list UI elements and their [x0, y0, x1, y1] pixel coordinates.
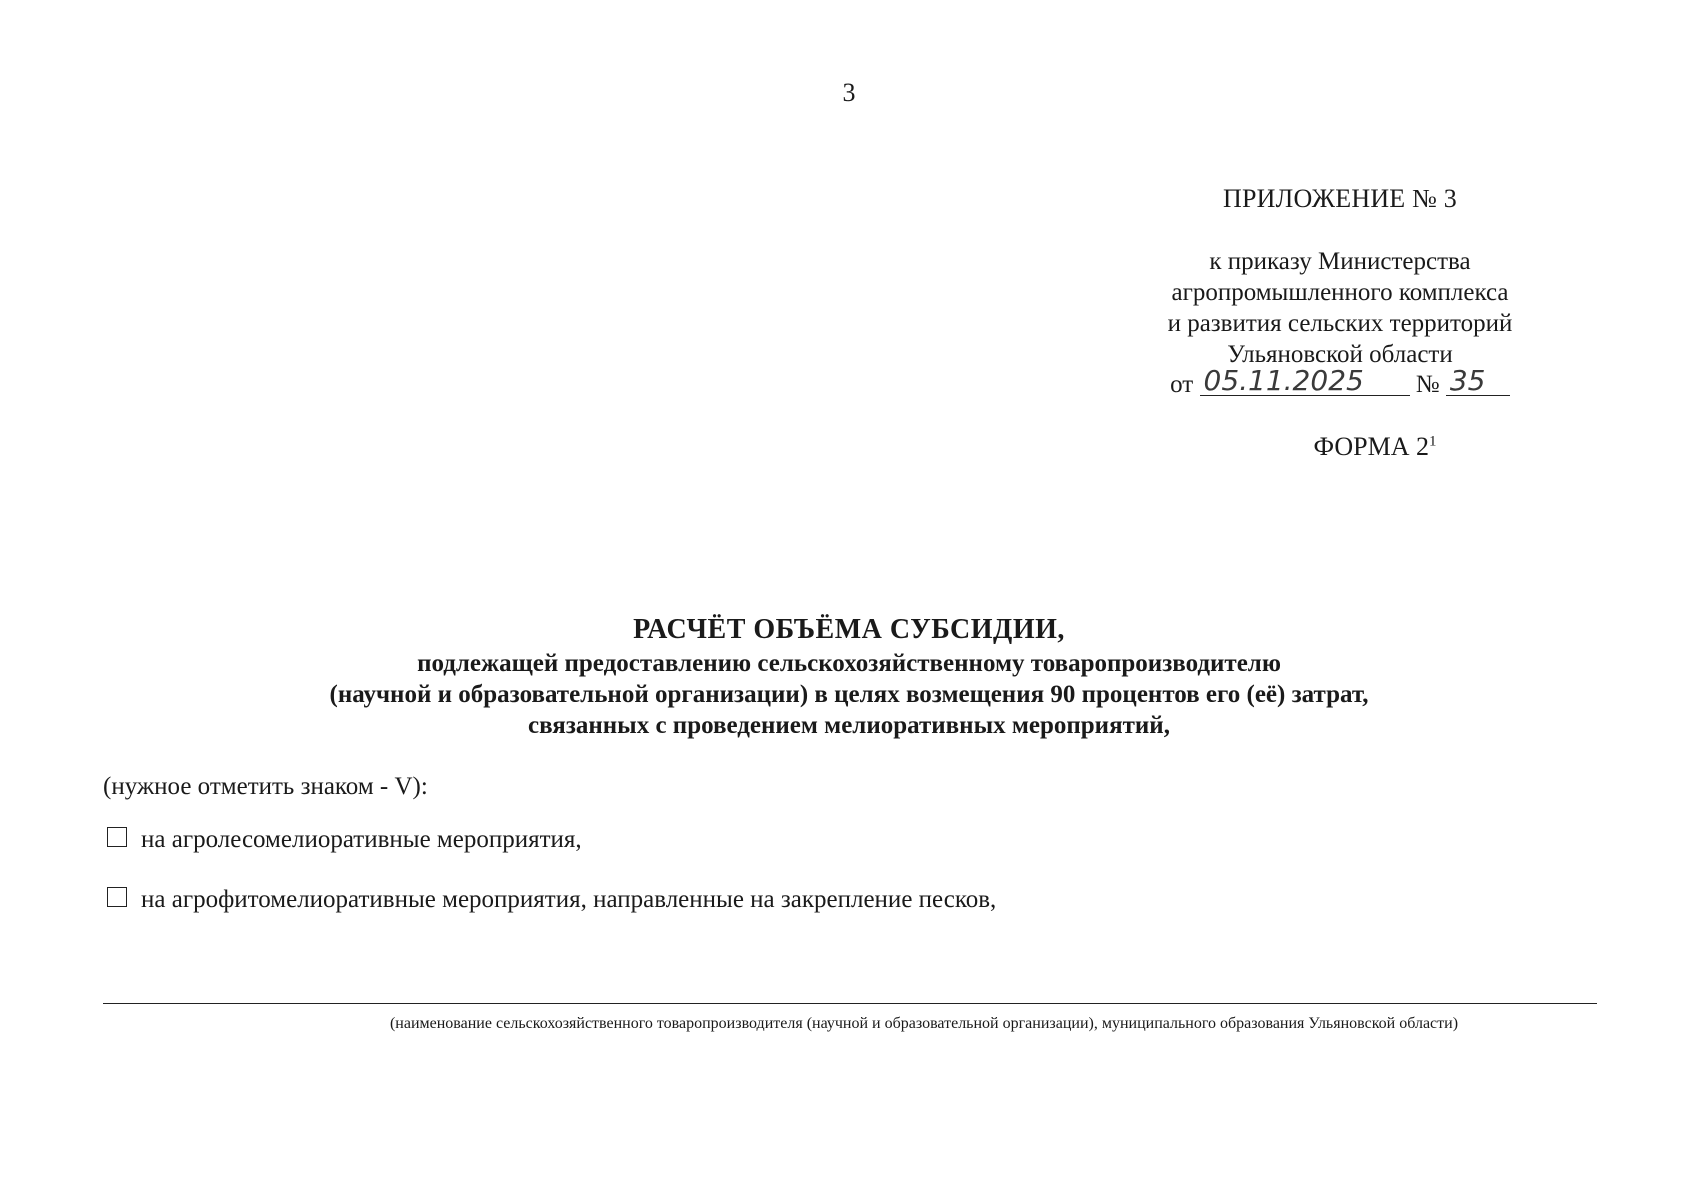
handwritten-number: 35 [1446, 367, 1510, 396]
title-main: РАСЧЁТ ОБЪЁМА СУБСИДИИ, [633, 614, 1065, 645]
order-date-line [1140, 364, 1540, 399]
option-label: на агрофитомелиоративные мероприятия, направленные на закрепление песков, [141, 886, 997, 913]
title-line: связанных с проведением мелиоративных мероприятий, [528, 712, 1170, 739]
selection-hint: (нужное отметить знаком - V): [103, 773, 428, 800]
producer-name-caption: (наименование сельскохозяйственного товаропроизводителя (научной и образовательной организации), муниципального образования Ульяновской области) [389, 1015, 1459, 1032]
option-label: на агролесомелиоративные мероприятия, [141, 826, 582, 853]
appendix-reference [1140, 246, 1540, 370]
option-agrophyto[interactable] [107, 886, 996, 914]
date-prefix: от [1170, 371, 1194, 398]
option-agroforest[interactable] [107, 826, 582, 854]
appendix-line: к приказу Министерства [1209, 248, 1471, 275]
appendix-line: Ульяновской области [1227, 341, 1453, 368]
appendix-line: агропромышленного комплекса [1171, 279, 1509, 306]
page-number: 3 [842, 78, 856, 107]
title-line: подлежащей предоставлению сельскохозяйственному товаропроизводителю [417, 650, 1281, 677]
title-line: (научной и образовательной организации) в целях возмещения 90 процентов его (её) затрат, [329, 681, 1369, 708]
checkbox-agrophyto[interactable] [107, 887, 127, 907]
handwritten-date: 05.11.2025 [1200, 367, 1410, 396]
form-label [1250, 432, 1500, 462]
form-label-text: ФОРМА 2 [1313, 432, 1429, 461]
checkbox-agroforest[interactable] [107, 827, 127, 847]
number-prefix: № [1415, 371, 1440, 398]
form-footnote-mark: 1 [1429, 433, 1437, 450]
producer-name-line [103, 1003, 1597, 1004]
document-title [0, 612, 1698, 741]
appendix-line: и развития сельских территорий [1167, 310, 1513, 337]
appendix-title: ПРИЛОЖЕНИЕ № 3 [1223, 184, 1457, 213]
